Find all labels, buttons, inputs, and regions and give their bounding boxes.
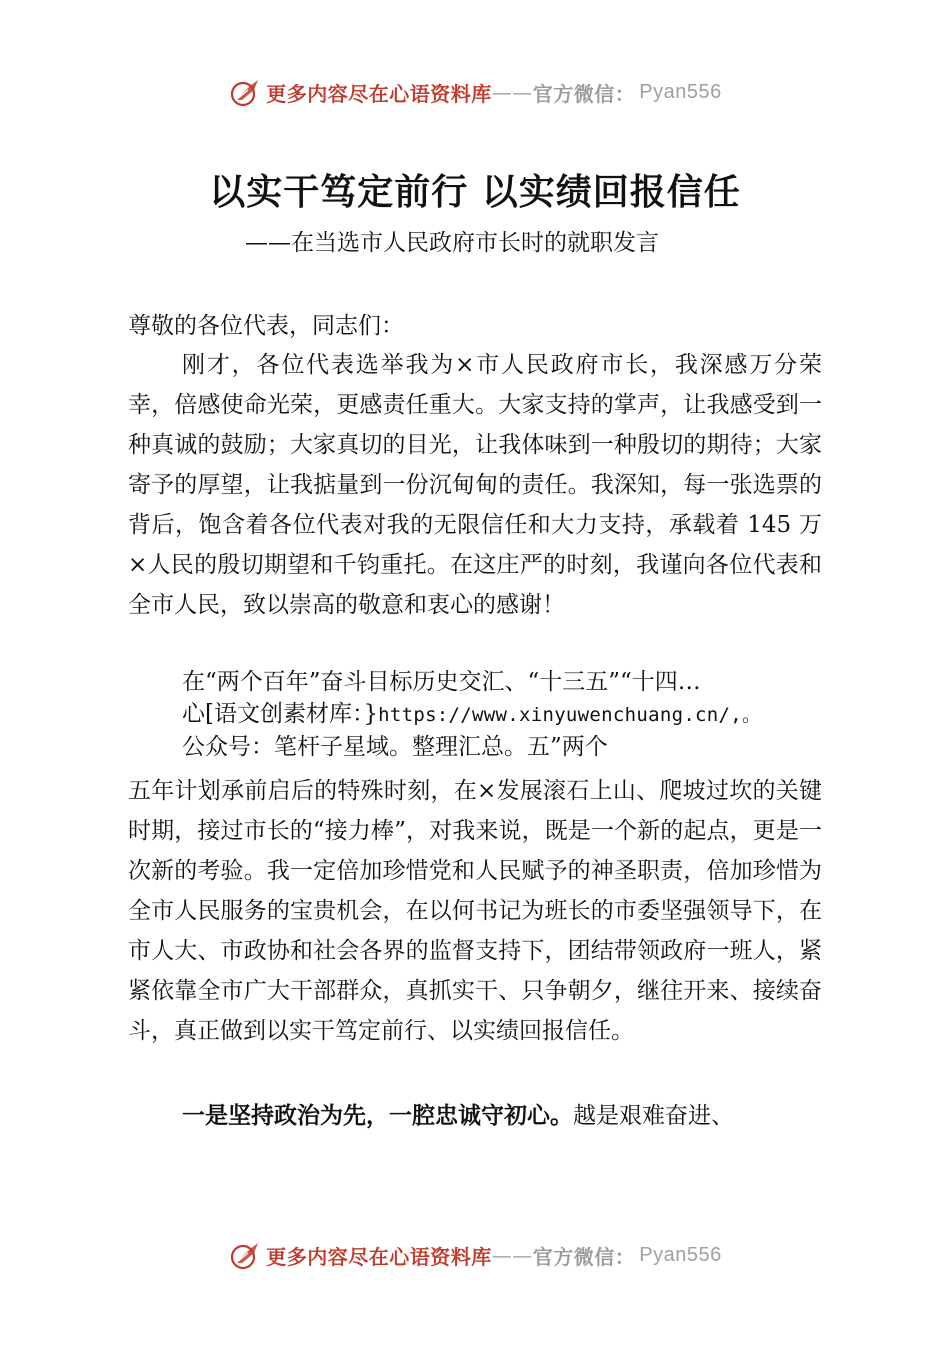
quill-logo-icon [228, 1237, 264, 1273]
paragraph-3-lead: 一是坚持政治为先，一腔忠诚守初心。 [182, 1103, 573, 1129]
watermark-brand: 更多内容尽在心语资料库 [266, 1244, 492, 1269]
paragraph-2-line-2 [182, 698, 842, 731]
footer-watermark [0, 1235, 950, 1275]
watermark-separator: —— [491, 1243, 533, 1267]
watermark-wechat-id: Pyan556 [639, 80, 722, 103]
paragraph-2-line-1: 在“两个百年”奋斗目标历史交汇、“十三五”“十四… [182, 669, 701, 695]
document-title: 以实干笃定前行 以实绩回报信任 [209, 171, 741, 213]
watermark-wechat-label: 官方微信： [532, 1244, 636, 1269]
paragraph-2-line-3: 公众号：笔杆子星域。整理汇总。五”两个 [182, 734, 608, 760]
paragraph-3 [182, 1097, 734, 1130]
quill-logo-icon [228, 74, 264, 110]
paragraph-2: 五年计划承前启后的特殊时刻，在×发展滚石上山、爬坡过坎的关键时期，接过市长的“接力棒”，对我来说，既是一个新的起点，更是一次新的考验。我一定倍加珍惜党和人民赋予的神圣职责，倍加珍惜为全市人民服务的宝贵机会，在以何书记为班长的市委坚强领导下，在市人大、市政协和社会各界的监督支持下，团结带领政府一班人，紧紧依靠全市广大干部群众，真抓实干、只争朝夕，继往开来、接续奋斗，真正做到以实干笃定前行、以实绩回报信任。 [128, 778, 822, 1044]
paragraph-3-text: 越是艰难奋进、 [573, 1103, 734, 1129]
document-subtitle: ——在当选市人民政府市长时的就职发言 [245, 230, 659, 256]
watermark-separator: —— [491, 80, 533, 104]
watermark-wechat-id: Pyan556 [639, 1243, 722, 1266]
paragraph-1: 刚才，各位代表选举我为×市人民政府市长，我深感万分荣幸，倍感使命光荣，更感责任重大。大家支持的掌声，让我感受到一种真诚的鼓励；大家真切的目光，让我体味到一种殷切的期待；大家寄予的厚望，让我掂量到一份沉甸甸的责任。我深知，每一张选票的背后，饱含着各位代表对我的无限信任和大力支持，承载着 145 万×人民的殷切期望和千钧重托。在这庄严的时刻，我谨向各位代表和全市人民，致以崇高的敬意和衷心的感谢！ [128, 352, 822, 618]
paragraph-2-inserted-lines [182, 666, 842, 763]
source-url-link[interactable]: https://www.xinyuwenchuang.cn/,。 [378, 704, 762, 726]
header-watermark [0, 72, 950, 112]
salutation: 尊敬的各位代表，同志们： [128, 313, 404, 339]
paragraph-2-line-2-prefix: 心[语文创素材库：} [182, 701, 379, 727]
watermark-brand: 更多内容尽在心语资料库 [266, 81, 492, 106]
watermark-wechat-label: 官方微信： [532, 81, 636, 106]
